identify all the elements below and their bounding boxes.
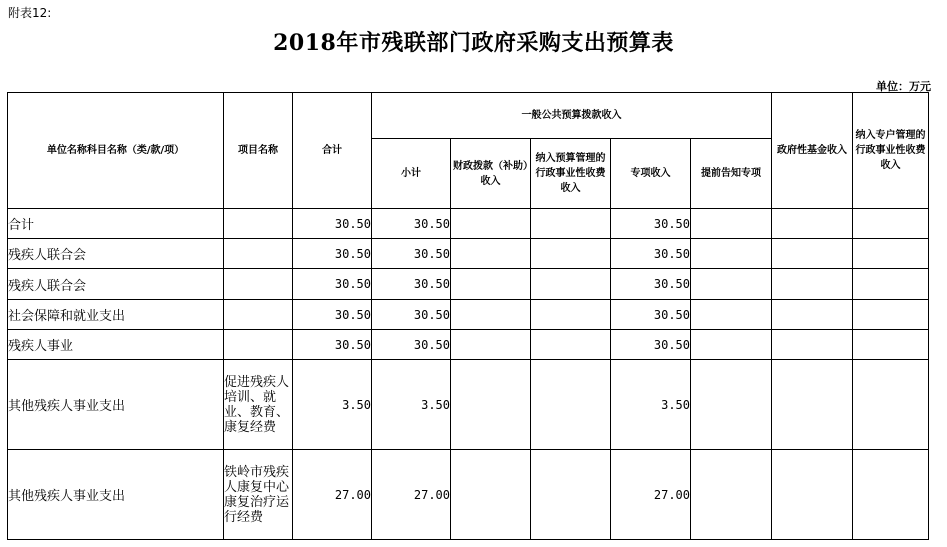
header-total: 合计 [293, 93, 372, 209]
row-fiscal [451, 450, 531, 540]
header-general-group: 一般公共预算拨款收入 [372, 93, 772, 139]
row-special: 30.50 [611, 269, 691, 300]
row-admin-fee [531, 269, 611, 300]
table-row [8, 239, 929, 269]
row-project [224, 300, 293, 330]
row-special-admin [853, 450, 929, 540]
header-fund: 政府性基金收入 [772, 93, 853, 209]
row-subtotal: 30.50 [372, 269, 451, 300]
row-name: 社会保障和就业支出 [8, 300, 224, 330]
row-subtotal: 30.50 [372, 300, 451, 330]
row-subtotal: 30.50 [372, 209, 451, 239]
row-special-admin [853, 330, 929, 360]
row-admin-fee [531, 209, 611, 239]
row-special: 3.50 [611, 360, 691, 450]
row-name: 合计 [8, 209, 224, 239]
table-row [8, 269, 929, 300]
row-special-admin [853, 269, 929, 300]
row-special: 30.50 [611, 209, 691, 239]
row-advance [691, 360, 772, 450]
row-total: 30.50 [293, 300, 372, 330]
row-total: 30.50 [293, 209, 372, 239]
row-project [224, 330, 293, 360]
header-project: 项目名称 [224, 93, 293, 209]
row-fiscal [451, 239, 531, 269]
header-subtotal: 小计 [372, 139, 451, 209]
row-fund [772, 330, 853, 360]
header-special: 专项收入 [611, 139, 691, 209]
header-advance: 提前告知专项 [691, 139, 772, 209]
row-fiscal [451, 360, 531, 450]
row-fiscal [451, 330, 531, 360]
row-special-admin [853, 209, 929, 239]
row-name: 残疾人联合会 [8, 269, 224, 300]
row-advance [691, 239, 772, 269]
row-special-admin [853, 239, 929, 269]
row-special: 30.50 [611, 239, 691, 269]
row-special: 27.00 [611, 450, 691, 540]
row-fund [772, 209, 853, 239]
row-name: 其他残疾人事业支出 [8, 360, 224, 450]
row-subtotal: 27.00 [372, 450, 451, 540]
row-special-admin [853, 360, 929, 450]
row-project [224, 239, 293, 269]
row-project [224, 209, 293, 239]
row-project: 铁岭市残疾人康复中心康复治疗运行经费 [224, 450, 293, 540]
row-admin-fee [531, 239, 611, 269]
row-fiscal [451, 269, 531, 300]
row-admin-fee [531, 330, 611, 360]
row-name: 残疾人联合会 [8, 239, 224, 269]
table-row [8, 360, 929, 450]
row-advance [691, 209, 772, 239]
row-advance [691, 330, 772, 360]
attachment-label: 附表12: [8, 6, 52, 20]
table-row [8, 209, 929, 239]
page-title: 2018年市残联部门政府采购支出预算表 [273, 30, 674, 56]
row-fund [772, 300, 853, 330]
table-row [8, 300, 929, 330]
budget-table [7, 92, 929, 540]
row-subtotal: 3.50 [372, 360, 451, 450]
row-admin-fee [531, 450, 611, 540]
row-total: 30.50 [293, 330, 372, 360]
row-admin-fee [531, 360, 611, 450]
header-special-admin: 纳入专户管理的行政事业性收费收入 [853, 93, 929, 209]
row-subtotal: 30.50 [372, 330, 451, 360]
row-subtotal: 30.50 [372, 239, 451, 269]
row-fund [772, 360, 853, 450]
row-advance [691, 300, 772, 330]
row-fund [772, 450, 853, 540]
row-special: 30.50 [611, 300, 691, 330]
row-project [224, 269, 293, 300]
row-fiscal [451, 300, 531, 330]
header-col-name: 单位名称科目名称（类/款/项） [8, 93, 224, 209]
row-total: 27.00 [293, 450, 372, 540]
header-fiscal: 财政拨款（补助）收入 [451, 139, 531, 209]
row-advance [691, 450, 772, 540]
row-name: 残疾人事业 [8, 330, 224, 360]
unit-label: 单位：万元 [876, 80, 931, 93]
row-name: 其他残疾人事业支出 [8, 450, 224, 540]
table-row [8, 450, 929, 540]
row-total: 3.50 [293, 360, 372, 450]
header-admin-fee: 纳入预算管理的行政事业性收费收入 [531, 139, 611, 209]
row-fund [772, 239, 853, 269]
row-total: 30.50 [293, 269, 372, 300]
row-admin-fee [531, 300, 611, 330]
row-special: 30.50 [611, 330, 691, 360]
row-fiscal [451, 209, 531, 239]
row-fund [772, 269, 853, 300]
row-special-admin [853, 300, 929, 330]
table-row [8, 330, 929, 360]
row-project: 促进残疾人培训、就业、教育、康复经费 [224, 360, 293, 450]
row-total: 30.50 [293, 239, 372, 269]
row-advance [691, 269, 772, 300]
